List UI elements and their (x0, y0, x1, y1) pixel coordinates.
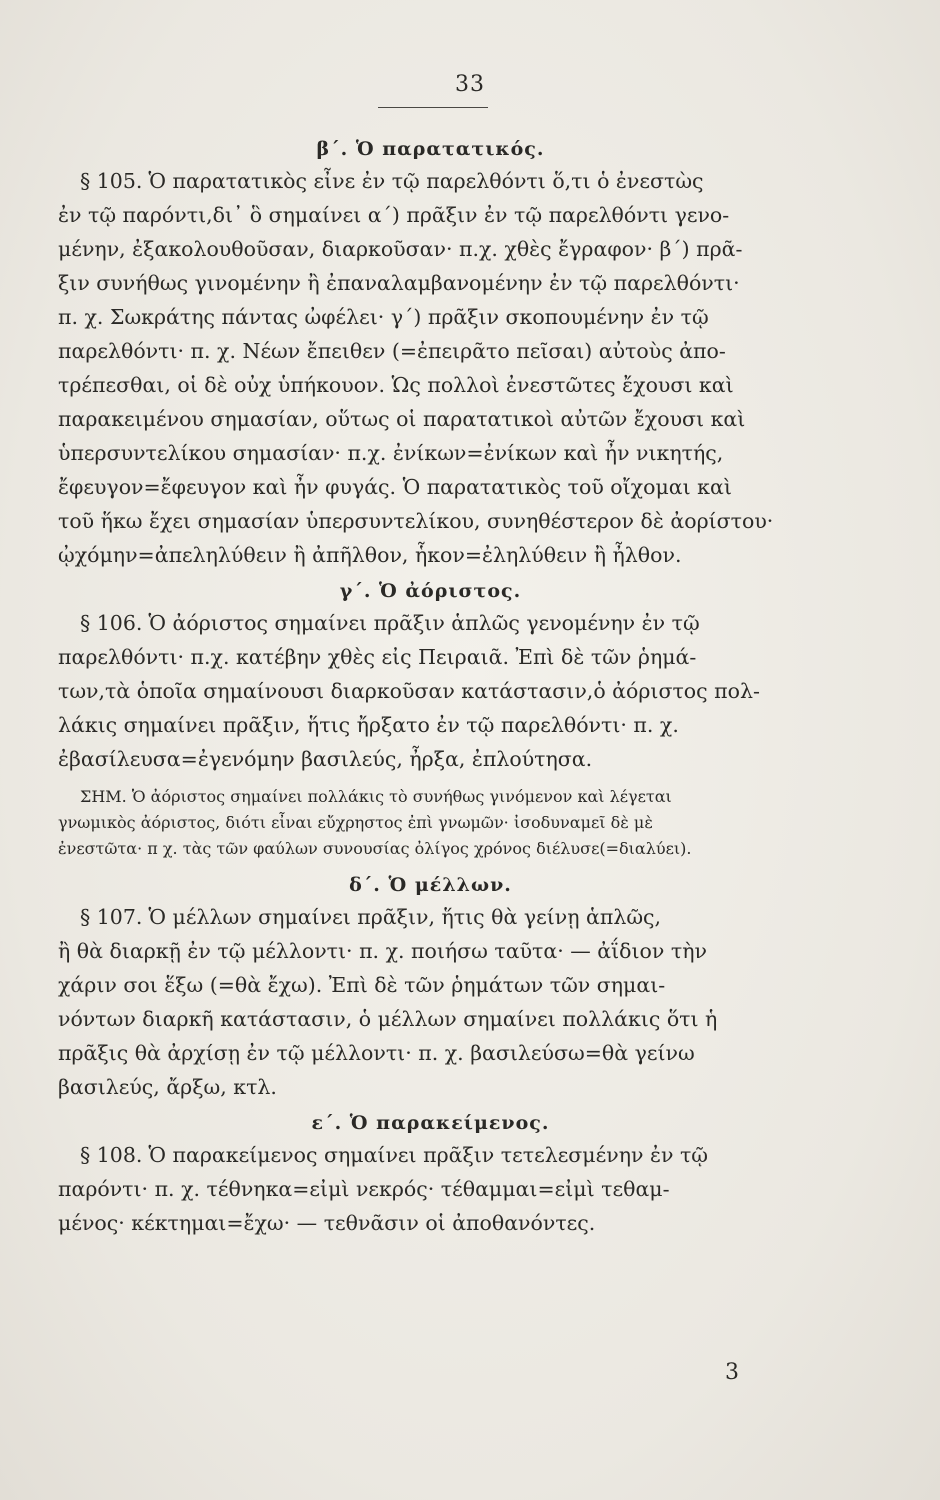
text-line: λάκις σημαίνει πρᾶξιν, ἥτις ἤρξατο ἐν τῷ παρελθόντι· π. χ. (58, 713, 679, 737)
text-line: τρέπεσθαι, οἱ δὲ οὐχ ὑπήκουον. Ὡς πολλοὶ ἐνεστῶτες ἔχουσι καὶ (58, 373, 734, 397)
text-line: μένος· κέκτημαι=ἔχω· — τεθνᾶσιν οἱ ἀποθανόντες. (58, 1211, 596, 1235)
section-paragraph (58, 164, 803, 572)
page-number: 33 (455, 72, 485, 97)
text-line (58, 1138, 803, 1172)
text-line (58, 900, 803, 934)
text-line: πρᾶξις θὰ ἀρχίσῃ ἐν τῷ μέλλοντι· π. χ. βασιλεύσω=θὰ γείνω (58, 1041, 695, 1065)
text-line: νόντων διαρκῆ κατάστασιν, ὁ μέλλων σημαίνει πολλάκις ὅτι ἡ (58, 1007, 718, 1031)
note-block (58, 784, 803, 862)
section-heading: γ΄. Ὁ ἀόριστος. (339, 580, 522, 602)
signature-mark: 3 (725, 1360, 739, 1385)
section-heading: δ΄. Ὁ μέλλων. (349, 874, 512, 896)
section-number: § 108. (80, 1143, 143, 1167)
section-paragraph (58, 900, 803, 1104)
text-line (58, 606, 803, 640)
line-text: Ὁ παρατατικὸς εἶνε ἐν τῷ παρελθόντι ὅ,τι ὁ ἐνεστὼς (148, 169, 704, 193)
text-line: ἐβασίλευσα=ἐγενόμην βασιλεύς, ἦρξα, ἐπλούτησα. (58, 747, 593, 771)
line-text: Ὁ παρακείμενος σημαίνει πρᾶξιν τετελεσμένην ἐν τῷ (148, 1143, 709, 1167)
text-line: μένην, ἐξακολουθοῦσαν, διαρκοῦσαν· π.χ. χθὲς ἔγραφον· β΄) πρᾶ- (58, 237, 743, 261)
text-line: π. χ. Σωκράτης πάντας ὠφέλει· γ΄) πρᾶξιν σκοπουμένην ἐν τῷ (58, 305, 709, 329)
section-paragraph (58, 606, 803, 776)
text-line: παρόντι· π. χ. τέθνηκα=εἰμὶ νεκρός· τέθαμμαι=εἰμὶ τεθαμ- (58, 1177, 670, 1201)
text-line: χάριν σοι ἕξω (=θὰ ἔχω). Ἐπὶ δὲ τῶν ῥημάτων τῶν σημαι- (58, 973, 666, 997)
section-number: § 105. (80, 169, 143, 193)
line-text: Ὁ ἀόριστος σημαίνει πρᾶξιν ἁπλῶς γενομένην ἐν τῷ (148, 611, 700, 635)
text-line: βασιλεύς, ἄρξω, κτλ. (58, 1075, 277, 1099)
text-line (58, 164, 803, 198)
section-number: § 107. (80, 905, 143, 929)
text-line: τοῦ ἥκω ἔχει σημασίαν ὑπερσυντελίκου, συνηθέστερον δὲ ἀορίστου· (58, 509, 774, 533)
header-rule (378, 107, 488, 108)
note-line: ἐνεστῶτα· π χ. τὰς τῶν φαύλων συνουσίας ὀλίγος χρόνος διέλυσε(=διαλύει). (58, 839, 692, 858)
section-number: § 106. (80, 611, 143, 635)
section-heading: ε΄. Ὁ παρακείμενος. (311, 1112, 550, 1134)
section-paragraph (58, 1138, 803, 1240)
line-text: Ὁ μέλλων σημαίνει πρᾶξιν, ἥτις θὰ γείνῃ ἁπλῶς, (148, 905, 662, 929)
text-line: ὑπερσυντελίκου σημασίαν· π.χ. ἐνίκων=ἐνίκων καὶ ἦν νικητής, (58, 441, 724, 465)
text-line: παρακειμένου σημασίαν, οὕτως οἱ παρατατικοὶ αὐτῶν ἔχουσι καὶ (58, 407, 746, 431)
text-line: ἢ θὰ διαρκῇ ἐν τῷ μέλλοντι· π. χ. ποιήσω ταῦτα· — ἀΐδιον τὴν (58, 939, 707, 963)
text-line: ἔφευγον=ἔφευγον καὶ ἦν φυγάς. Ὁ παρατατικὸς τοῦ οἴχομαι καὶ (58, 475, 732, 499)
text-line: ᾠχόμην=ἀπεληλύθειν ἢ ἀπῆλθον, ἧκον=ἐληλύθειν ἢ ἦλθον. (58, 543, 682, 567)
text-line: παρελθόντι· π.χ. κατέβην χθὲς εἰς Πειραιᾶ. Ἐπὶ δὲ τῶν ῥημά- (58, 645, 697, 669)
text-line: των,τὰ ὁποῖα σημαίνουσι διαρκοῦσαν κατάστασιν,ὁ ἀόριστος πολ- (58, 679, 760, 703)
note-line: ΣΗΜ. Ὁ ἀόριστος σημαίνει πολλάκις τὸ συνήθως γινόμενον καὶ λέγεται (80, 787, 672, 806)
text-line: παρελθόντι· π. χ. Νέων ἔπειθεν (=ἐπειρᾶτο πεῖσαι) αὐτοὺς ἀπο- (58, 339, 726, 363)
note-line: γνωμικὸς ἀόριστος, διότι εἶναι εὔχρηστος ἐπὶ γνωμῶν· ἰσοδυναμεῖ δὲ μὲ (58, 813, 653, 832)
section-heading: β΄. Ὁ παρατατικός. (316, 138, 545, 160)
page-content (58, 130, 803, 1240)
text-line: ξιν συνήθως γινομένην ἢ ἐπαναλαμβανομένην ἐν τῷ παρελθόντι· (58, 271, 740, 295)
text-line: ἐν τῷ παρόντι,δι᾽ ὃ σημαίνει α΄) πρᾶξιν ἐν τῷ παρελθόντι γενο- (58, 203, 730, 227)
